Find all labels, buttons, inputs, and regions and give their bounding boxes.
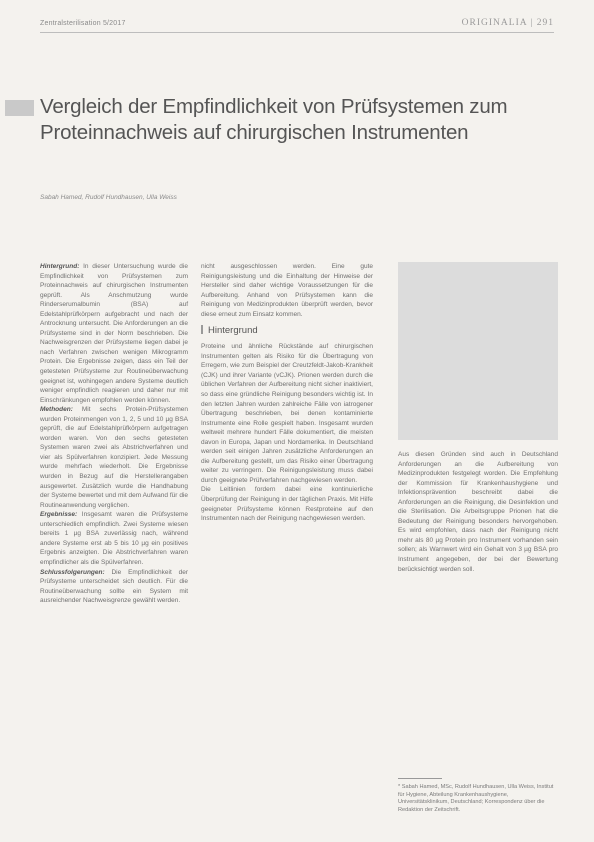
abstract-background xyxy=(40,262,188,405)
abstract-results-text: Insgesamt waren die Prüfsysteme unterschiedlich empfindlich. Zwei Systeme wiesen bereits 1 µg BSA zuverlässig nach, während andere Systeme erst ab 5 bis 10 µg ein positives Ergebnis anzeigten. Die Abstrichverfahren waren empfindlicher als die Spülverfahren. xyxy=(40,511,188,566)
abstract-methods xyxy=(40,405,188,510)
abstract-conclusions xyxy=(40,568,188,606)
author-footnote: * Sabah Hamed, MSc, Rudolf Hundhausen, Ulla Weiss, Institut für Hygiene, Abteilung Krankenhaushygiene, Universitätsklinikum, Deutschland; Korrespondenz über die Redaktion der Zeitschrift. xyxy=(398,784,554,813)
section-heading-text: Hintergrund xyxy=(208,325,258,337)
page-number: 291 xyxy=(536,18,554,28)
body-column-right xyxy=(398,450,558,574)
abstract-results xyxy=(40,510,188,567)
abstract-methods-text: Mit sechs Protein-Prüfsystemen wurden Proteinmengen von 1, 2, 5 und 10 µg BSA geprüft, die auf Edelstahlprüfkörpern aufgetragen worden waren. Von den sechs getesteten Systemen waren zwei als Abstrichverfahren und vier als Spülverfahren konzipiert. Jede Messung wurde mehrfach wiederholt. Die Ergebnisse wurden in Bezug auf die Herstellerangaben ausgewertet. Zusätzlich wurde die Handhabung der Systeme bewertet und mit dem Aufwand für die Routineanwendung verglichen. xyxy=(40,406,188,509)
body-column-middle xyxy=(201,262,373,524)
abstract-conclusions-text: Die Empfindlichkeit der Prüfsysteme unterscheidet sich deutlich. Für die Routineüberwachung sollte ein System mit ausreichender Nachweisgrenze gewählt werden. xyxy=(40,568,188,605)
author-line: Sabah Hamed, Rudolf Hundhausen, Ulla Weiss xyxy=(40,194,177,201)
abstract-background-heading: Hintergrund: xyxy=(40,263,80,270)
title-marker xyxy=(5,100,34,116)
running-head xyxy=(462,18,554,28)
abstract-methods-heading: Methoden: xyxy=(40,406,73,414)
abstract-results-heading: Ergebnisse: xyxy=(40,511,78,519)
footnote-rule xyxy=(398,778,442,779)
abstract-continuation: nicht ausgeschlossen werden. Eine gute Reinigungsleistung und die Einhaltung der Hinweise der Hersteller sind daher wichtige Voraussetzungen für die Aufbereitung. Anhand von Prüfsystemen kann die Reinigung von Medizinprodukten überprüft werden, bevor diese erneut zum Einsatz kommen. xyxy=(201,263,373,318)
body-paragraph: Die Leitlinien fordern dabei eine kontinuierliche Überprüfung der Reinigung in der täglichen Praxis. Mit Hilfe geeigneter Prüfsysteme können Restproteine auf den Instrumenten nach der Reinigung nachgewiesen werden. xyxy=(201,486,373,523)
separator: | xyxy=(530,18,537,28)
article-title: Vergleich der Empfindlichkeit von Prüfsystemen zum Proteinnachweis auf chirurgischen Instrumenten xyxy=(40,95,508,144)
journal-issue: Zentralsterilisation 5/2017 xyxy=(40,20,126,27)
info-box xyxy=(398,262,558,440)
abstract-column xyxy=(40,262,188,606)
header-rule xyxy=(40,32,554,33)
section-bar xyxy=(201,325,203,334)
body-paragraph: Aus diesen Gründen sind auch in Deutschland Anforderungen an die Aufbereitung von Medizinprodukten festgelegt worden. Die Empfehlung der Kommission für Krankenhaushygiene und Infektionsprävention beschreibt dabei die Anforderungen an die Reinigung, die Desinfektion und die Sterilisation. Die Arbeitsgruppe Prionen hat die Bedeutung der Reinigung besonders hervorgehoben. Es wird empfohlen, dass nach der Reinigung nicht mehr als 80 µg Protein pro Instrument vorhanden sein sollen; als Warnwert wird ein Gehalt von 3 µg BSA pro Instrument angegeben, der bei der Bewertung berücksichtigt werden soll. xyxy=(398,451,558,573)
section-heading-hintergrund xyxy=(201,325,373,337)
abstract-background-text: In dieser Untersuchung wurde die Empfindlichkeit von Prüfsystemen zum Proteinnachweis auf chirurgischen Instrumenten geprüft. Als Anschmutzung wurde Rinderserumalbumin (BSA) auf Edelstahlprüfkörpern aufgebracht und nach der Antrocknung untersucht. Die Anforderungen an die Prüfsysteme sind in der Norm beschrieben. Die Nachweisgrenzen der Prüfsysteme liegen dabei je nach Verfahren zwischen wenigen Mikrogramm Protein. Die Ergebnisse zeigen, dass ein Teil der getesteten Prüfsysteme zur Routineüberwachung geeignet ist, wohingegen andere Systeme deutlich weniger empfindlich reagieren und daher nur mit Einschränkungen empfohlen werden können. xyxy=(40,263,188,404)
body-paragraph: Proteine und ähnliche Rückstände auf chirurgischen Instrumenten gelten als Risiko für die Übertragung von Erregern, wie zum Beispiel der Creutzfeldt-Jakob-Krankheit (CJK) und ihrer Variante (vCJK). Prionen werden durch die üblichen Verfahren der Aufbereitung nicht sicher inaktiviert, so dass eine gründliche Reinigung besonders wichtig ist. In den letzten Jahren wurden zahlreiche Fälle von iatrogener Übertragung beschrieben, bei denen kontaminierte Instrumente eine Rolle gespielt haben. Insgesamt wurden weltweit mehrere hundert Fälle dokumentiert, die meisten davon in Europa, Japan und Nordamerika. In Deutschland werden seit einigen Jahren zusätzliche Anforderungen an die Aufbereitung gestellt, um das Risiko einer Übertragung weiter zu verringern. Die Reinigungsleistung muss dabei durch geeignete Prüfverfahren nachgewiesen werden. xyxy=(201,343,373,484)
section-label: ORIGINALIA xyxy=(461,18,528,28)
abstract-conclusions-heading: Schlussfolgerungen: xyxy=(40,568,105,576)
